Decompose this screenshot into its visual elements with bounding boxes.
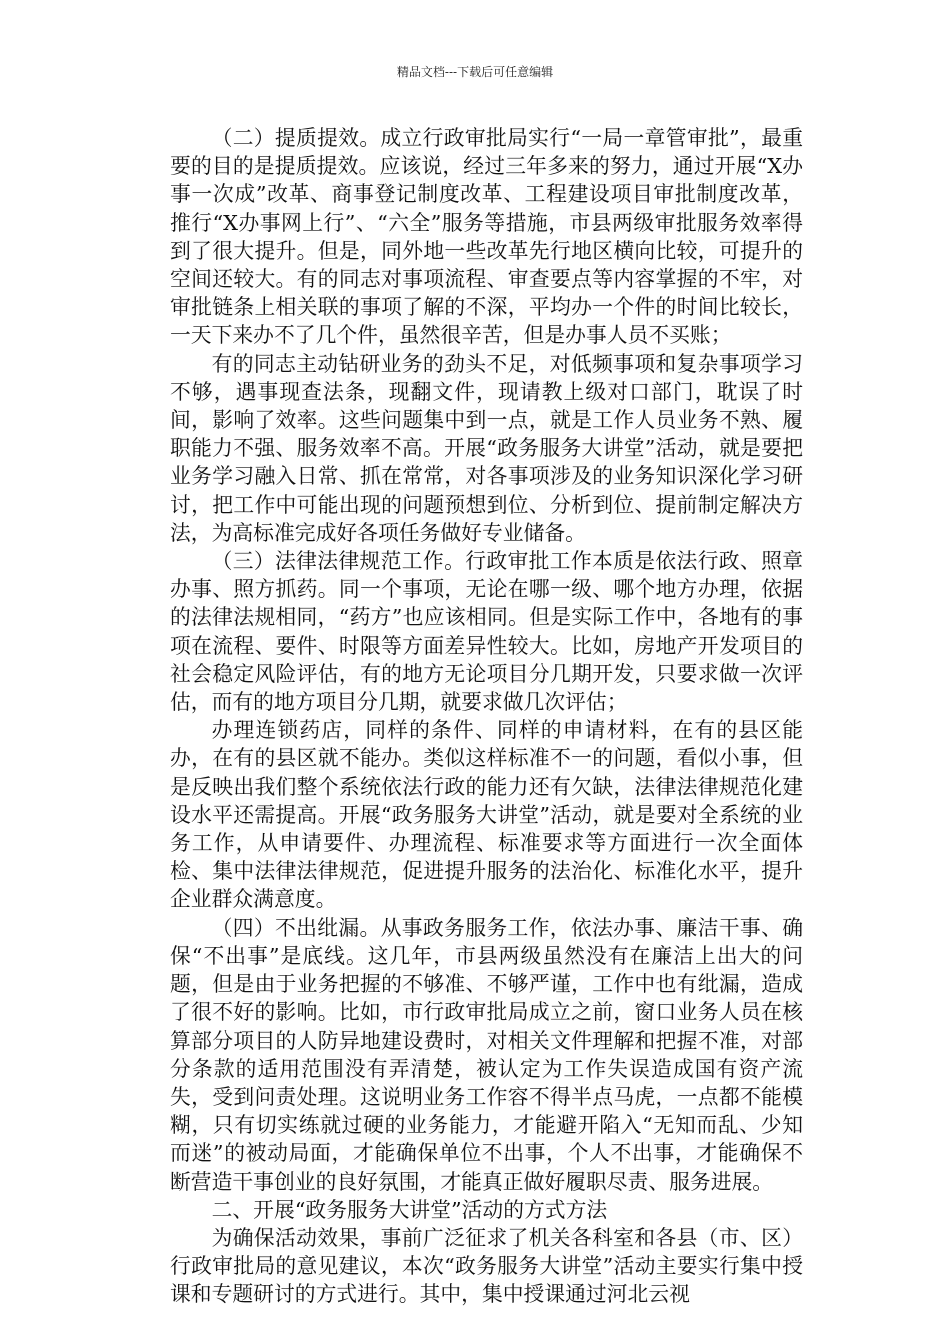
section-heading: 二、开展“政务服务大讲堂”活动的方式方法 xyxy=(211,1197,608,1222)
document-body xyxy=(170,124,803,1309)
paragraph-5: （四）不出纰漏。从事政务服务工作，依法办事、廉洁干事、确保“不出事”是底线。这几年，市县两级虽然没有在廉洁上出大的问题，但是由于业务把握的不够准、不够严谨，工作中也有纰漏，造成了很不好的影响。比如，市行政审批局成立之前，窗口业务人员在核算部分项目的人防异地建设费时，对相关文件理解和把握不准，对部分条款的适用范围没有弄清楚，被认定为工作失误造成国有资产流失，受到问责处理。这说明业务工作容不得半点马虎，一点都不能模糊，只有切实练就过硬的业务能力，才能避开陷入“无知而乱、少知而迷”的被动局面，才能确保单位不出事，个人不出事，才能确保不断营造干事创业的良好氛围，才能真正做好履职尽责、服务进展。 xyxy=(170,915,803,1194)
paragraph-4: 办理连锁药店，同样的条件、同样的申请材料，在有的县区能办，在有的县区就不能办。类似这样标准不一的问题，看似小事，但是反映出我们整个系统依法行政的能力还有欠缺，法律法律规范化建设水平还需提高。开展“政务服务大讲堂”活动，就是要对全系统的业务工作，从申请要件、办理流程、标准要求等方面进行一次全面体检、集中法律法律规范，促进提升服务的法治化、标准化水平，提升企业群众满意度。 xyxy=(170,718,803,912)
paragraph-2: 有的同志主动钻研业务的劲头不足，对低频事项和复杂事项学习不够，遇事现查法条，现翻文件，现请教上级对口部门，耽误了时间，影响了效率。这些问题集中到一点，就是工作人员业务不熟、履职能力不强、服务效率不高。开展“政务服务大讲堂”活动，就是要把业务学习融入日常、抓在常常，对各事项涉及的业务知识深化学习研讨，把工作中可能出现的问题预想到位、分析到位、提前制定解决方法，为高标准完成好各项任务做好专业储备。 xyxy=(170,351,803,545)
paragraph-3: （三）法律法律规范工作。行政审批工作本质是依法行政、照章办事、照方抓药。同一个事项，无论在哪一级、哪个地方办理，依据的法律法规相同，“药方”也应该相同。但是实际工作中，各地有的事项在流程、要件、时限等方面差异性较大。比如，房地产开发项目的社会稳定风险评估，有的地方无论项目分几期开发，只要求做一次评估，而有的地方项目分几期，就要求做几次评估； xyxy=(170,549,803,715)
paragraph-1: （二）提质提效。成立行政审批局实行“一局一章管审批”，最重要的目的是提质提效。应该说，经过三年多来的努力，通过开展“X办事一次成”改革、商事登记制度改革、工程建设项目审批制度改革，推行“X办事网上行”、“六全”服务等措施，市县两级审批服务效率得到了很大提升。但是，同外地一些改革先行地区横向比较，可提升的空间还较大。有的同志对事项流程、审查要点等内容掌握的不牢，对审批链条上相关联的事项了解的不深，平均办一个件的时间比较长，一天下来办不了几个件，虽然很辛苦，但是办事人员不买账； xyxy=(170,126,803,348)
page-header: 精品文档---下载后可任意编辑 xyxy=(396,65,554,79)
paragraph-6: 为确保活动效果，事前广泛征求了机关各科室和各县（市、区）行政审批局的意见建议，本次“政务服务大讲堂”活动主要实行集中授课和专题研讨的方式进行。其中，集中授课通过河北云视 xyxy=(170,1225,803,1307)
